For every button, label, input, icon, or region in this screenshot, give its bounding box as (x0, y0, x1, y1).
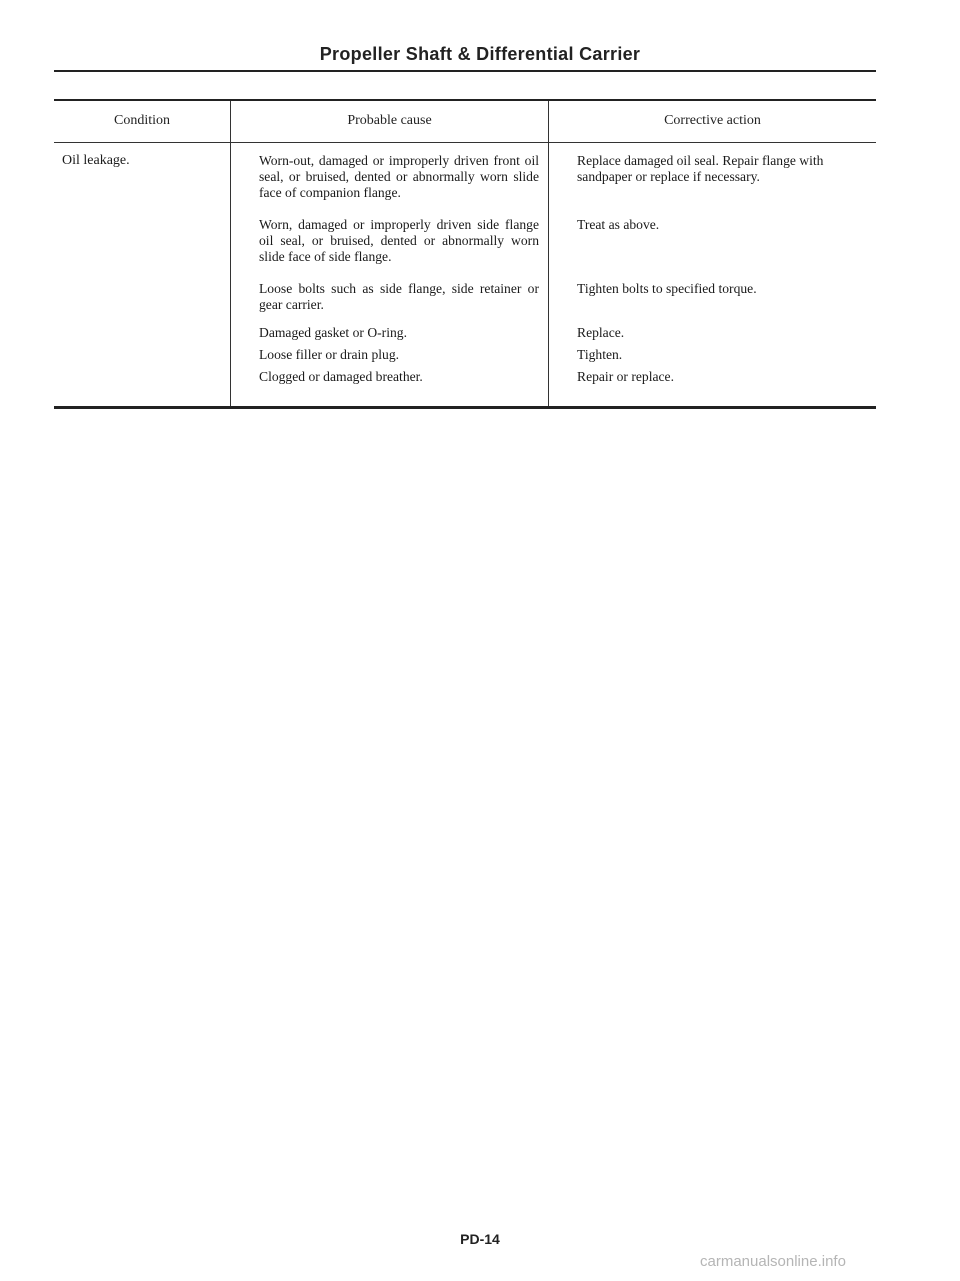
condition-cell: Oil leakage. (62, 153, 130, 168)
column-header-condition: Condition (113, 113, 170, 128)
header-rule (54, 70, 876, 72)
column-divider (230, 101, 231, 406)
table-top-rule (54, 99, 876, 101)
column-divider (548, 101, 549, 406)
column-header-probable-cause: Probable cause (347, 113, 432, 128)
cause-item: Loose filler or drain plug. (259, 347, 400, 362)
cause-item: Worn, damaged or improperly driven side flange oil seal, or bruised, dented or abnormally worn slide face of side flange. (259, 217, 539, 264)
page-title: Propeller Shaft & Differential Carrier (319, 44, 641, 64)
action-item: Replace damaged oil seal. Repair flange with sandpaper or replace if necessary. (577, 153, 824, 184)
table-bottom-rule (54, 406, 876, 409)
action-item: Replace. (577, 325, 625, 340)
cause-item: Loose bolts such as side flange, side retainer or gear carrier. (259, 281, 539, 312)
action-item: Tighten. (577, 347, 623, 362)
watermark: carmanualsonline.info (700, 1253, 846, 1270)
corrective-action-column (577, 153, 867, 389)
action-item: Tighten bolts to specified torque. (577, 281, 757, 296)
action-item: Repair or replace. (577, 369, 674, 384)
page-number: PD-14 (460, 1231, 500, 1247)
cause-item: Worn-out, damaged or improperly driven front oil seal, or bruised, dented or abnormally worn slide face of companion flange. (259, 153, 539, 200)
column-header-corrective-action: Corrective action (664, 113, 761, 128)
probable-cause-column (259, 153, 539, 389)
cause-item: Clogged or damaged breather. (259, 369, 423, 384)
cause-item: Damaged gasket or O-ring. (259, 325, 407, 340)
action-item: Treat as above. (577, 217, 660, 232)
table-header-rule (54, 142, 876, 143)
